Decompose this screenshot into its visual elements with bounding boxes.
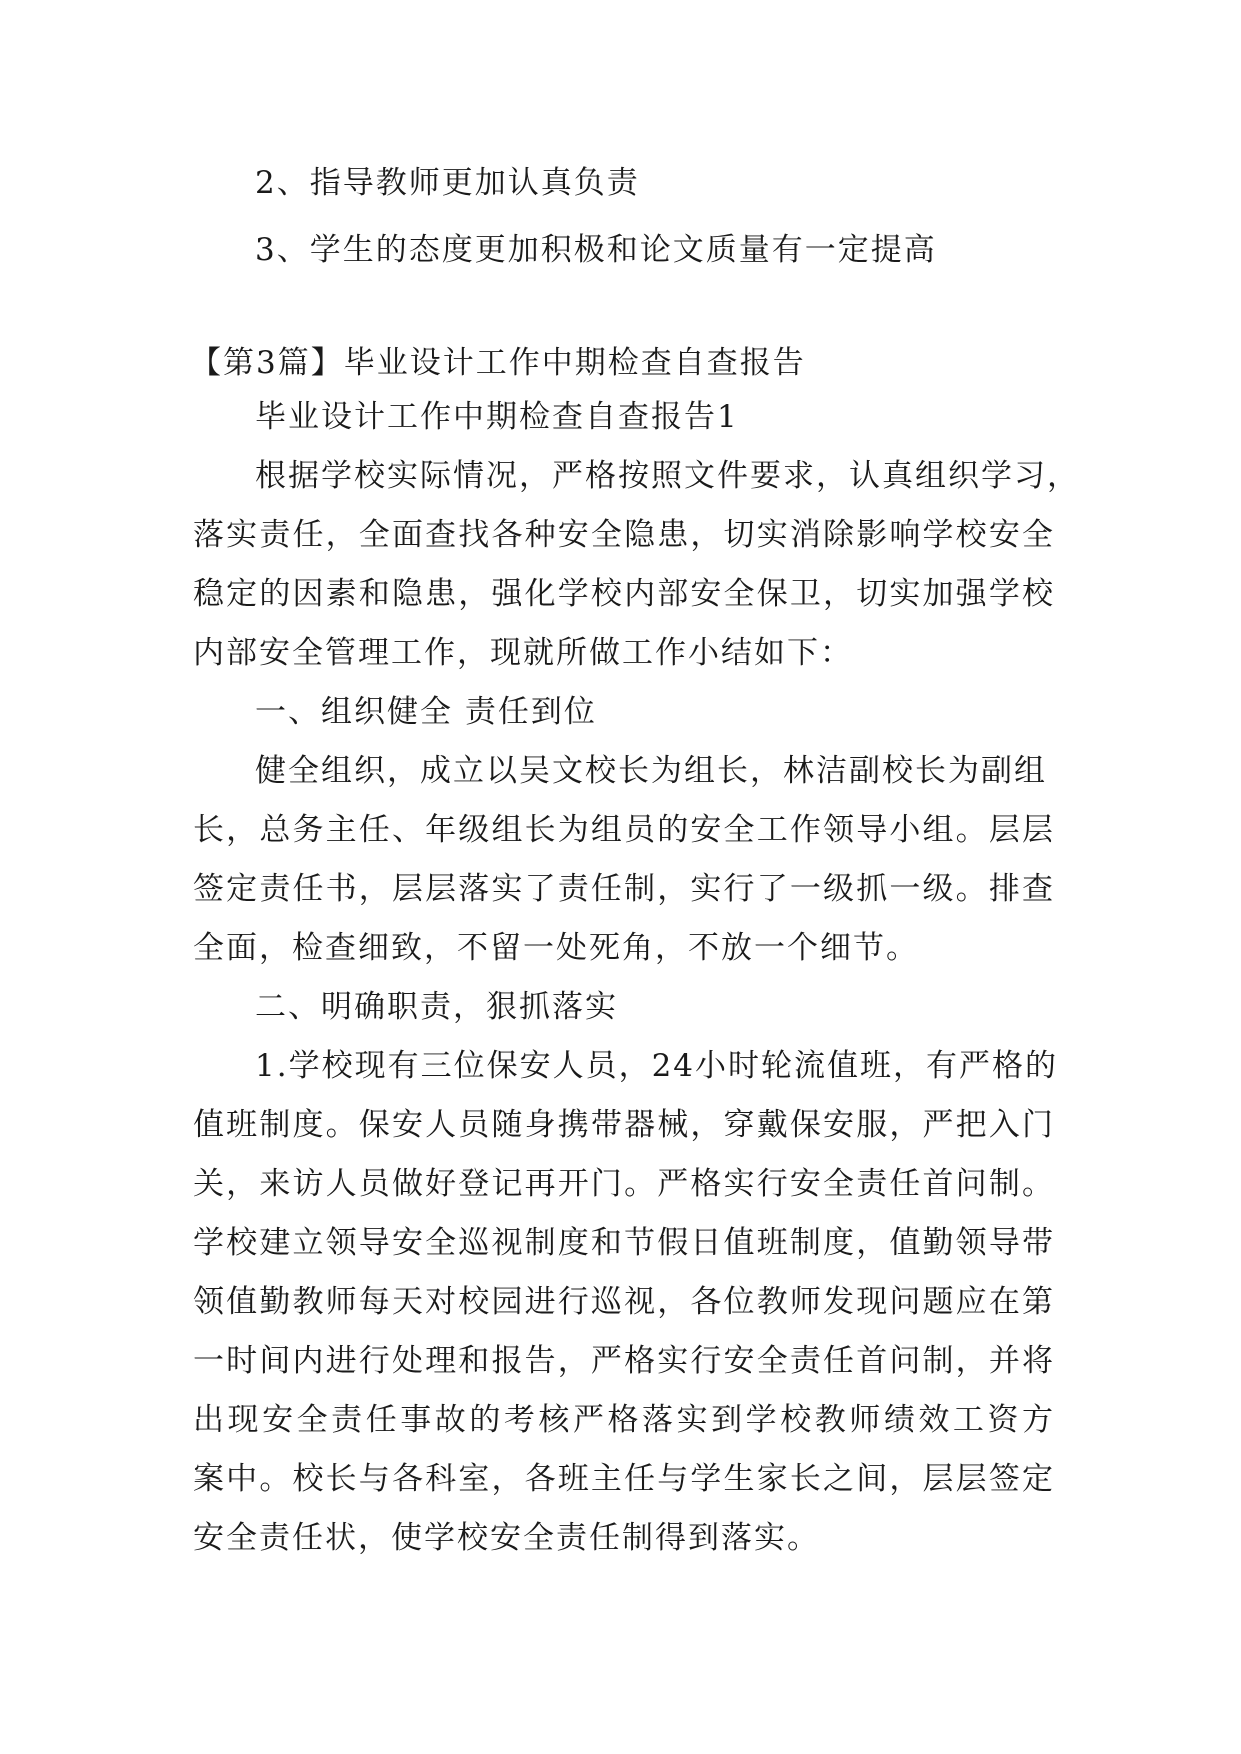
list-item-2: 2、指导教师更加认真负责 bbox=[255, 165, 640, 201]
part2-line-6: 一时间内进行处理和报告，严格实行安全责任首问制，并将 bbox=[193, 1343, 1055, 1379]
section-heading: 【第3篇】毕业设计工作中期检查自查报告 bbox=[190, 345, 806, 381]
part2-line-7: 出现安全责任事故的考核严格落实到学校教师绩效工资方 bbox=[193, 1402, 1055, 1438]
part1-line-1: 健全组织，成立以吴文校长为组长，林洁副校长为副组 bbox=[255, 753, 1047, 789]
part1-line-3: 签定责任书，层层落实了责任制，实行了一级抓一级。排查 bbox=[193, 871, 1055, 907]
part2-line-9: 安全责任状，使学校安全责任制得到落实。 bbox=[193, 1520, 820, 1556]
part2-line-5: 领值勤教师每天对校园进行巡视，各位教师发现问题应在第 bbox=[193, 1284, 1055, 1320]
intro-line-4: 内部安全管理工作，现就所做工作小结如下： bbox=[193, 635, 853, 671]
part2-line-8: 案中。校长与各科室，各班主任与学生家长之间，层层签定 bbox=[193, 1461, 1055, 1497]
report-subtitle: 毕业设计工作中期检查自查报告1 bbox=[255, 399, 739, 435]
part2-line-3: 关，来访人员做好登记再开门。严格实行安全责任首问制。 bbox=[193, 1166, 1055, 1202]
part2-heading: 二、明确职责，狠抓落实 bbox=[255, 989, 618, 1025]
part1-line-2: 长，总务主任、年级组长为组员的安全工作领导小组。层层 bbox=[193, 812, 1055, 848]
intro-line-3: 稳定的因素和隐患，强化学校内部安全保卫，切实加强学校 bbox=[193, 576, 1055, 612]
part2-line-4: 学校建立领导安全巡视制度和节假日值班制度，值勤领导带 bbox=[193, 1225, 1055, 1261]
part1-heading: 一、组织健全 责任到位 bbox=[255, 694, 597, 730]
list-item-3: 3、学生的态度更加积极和论文质量有一定提高 bbox=[255, 232, 937, 268]
part1-line-4: 全面，检查细致，不留一处死角，不放一个细节。 bbox=[193, 930, 919, 966]
intro-line-1: 根据学校实际情况，严格按照文件要求，认真组织学习， bbox=[255, 458, 1080, 494]
part2-line-1: 1.学校现有三位保安人员，24小时轮流值班，有严格的 bbox=[255, 1048, 1059, 1084]
part2-line-2: 值班制度。保安人员随身携带器械，穿戴保安服，严把入门 bbox=[193, 1107, 1055, 1143]
intro-line-2: 落实责任，全面查找各种安全隐患，切实消除影响学校安全 bbox=[193, 517, 1055, 553]
